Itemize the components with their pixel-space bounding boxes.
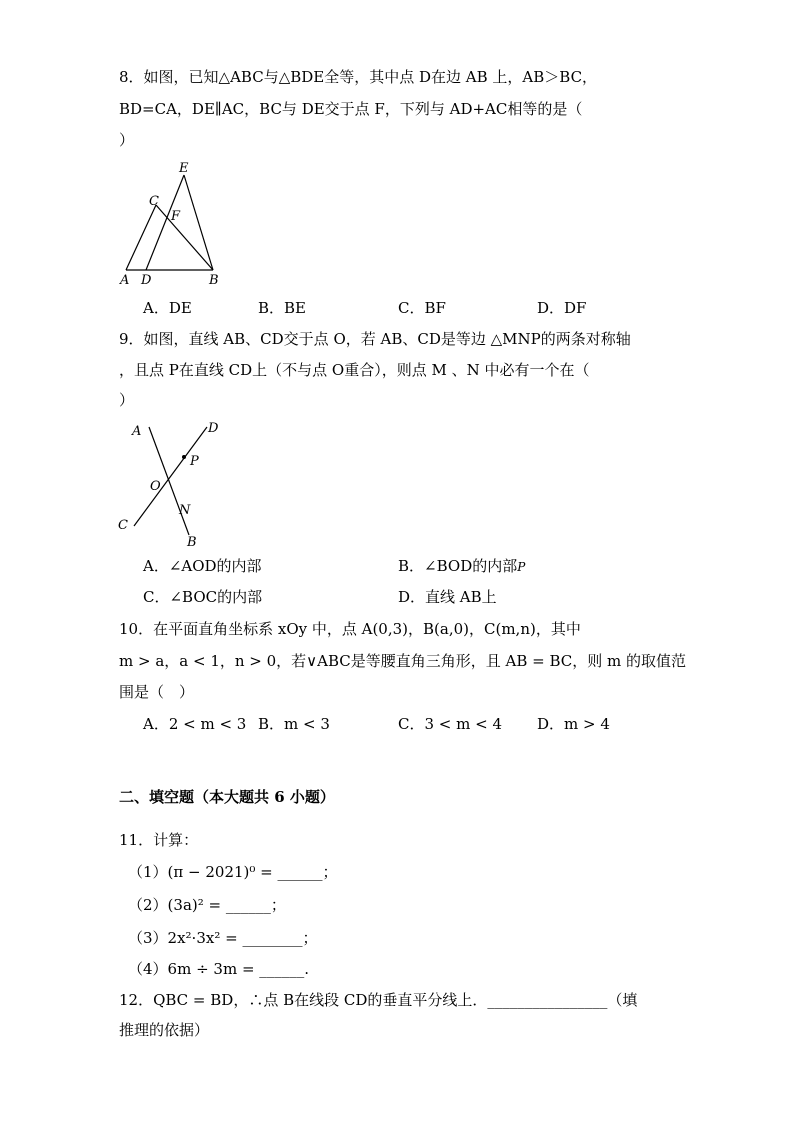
q11-item-4[interactable]: （4）6m ÷ 3m = ______.: [128, 960, 310, 978]
q9-option-b[interactable]: [398, 555, 525, 578]
q9-option-c[interactable]: C．∠BOC的内部: [143, 588, 263, 606]
q11-item-1[interactable]: （1）(π − 2021)⁰ = ______；: [128, 863, 338, 881]
q10-option-a[interactable]: A．2 < m < 3: [143, 715, 247, 733]
q9-point-p: [182, 455, 186, 459]
q8-label-c: C: [149, 194, 159, 209]
q11-stem: 11．计算：: [119, 831, 199, 849]
q12-line-1[interactable]: 12．QBC = BD，∴点 B在线段 CD的垂直平分线上．________________（填: [119, 991, 638, 1009]
q10-option-d[interactable]: D．m > 4: [537, 715, 610, 733]
q8-segment-ac: [126, 205, 156, 270]
q8-label-b: B: [209, 273, 219, 288]
q8-line-2: BD=CA，DE∥AC，BC与 DE交于点 F，下列与 AD+AC相等的是（: [119, 100, 583, 118]
q8-option-d[interactable]: D．DF: [537, 299, 587, 317]
q8-label-d: D: [141, 273, 152, 288]
q9-option-d[interactable]: D．直线 AB上: [398, 588, 497, 606]
q9-line-2: ，且点 P在直线 CD上（不与点 O重合），则点 M 、N 中必有一个在（: [119, 361, 590, 379]
q9-line-1: 9．如图，直线 AB、CD交于点 O，若 AB、CD是等边 △MNP的两条对称轴: [119, 330, 631, 348]
q8-option-b[interactable]: B．BE: [258, 299, 306, 317]
q8-option-c[interactable]: C．BF: [398, 299, 446, 317]
q9-option-b-suffix: P: [517, 560, 526, 574]
q10-line-2: m > a，a < 1，n > 0，若∨ABC是等腰直角三角形，且 AB = BC，则 m 的取值范: [119, 652, 687, 670]
q11-item-3[interactable]: （3）2x²·3x² = ________；: [128, 929, 318, 947]
q12-line-2: 推理的依据）: [119, 1021, 210, 1039]
q10-line-1: 10．在平面直角坐标系 xOy 中，点 A(0,3)，B(a,0)，C(m,n)，其中: [119, 620, 581, 638]
q10-option-c[interactable]: C．3 < m < 4: [398, 715, 502, 733]
q8-label-f: F: [171, 209, 181, 224]
q9-option-b-text: B．∠BOD的内部: [398, 557, 518, 575]
q10-option-b[interactable]: B．m < 3: [258, 715, 330, 733]
q9-line-3: ）: [119, 391, 135, 409]
q11-item-2[interactable]: （2）(3a)² = ______；: [128, 896, 286, 914]
q9-label-o: O: [150, 479, 161, 494]
q8-segment-eb: [184, 175, 213, 270]
q8-line-3: ）: [119, 131, 135, 149]
q9-label-c: C: [118, 518, 128, 533]
section-2-heading: 二、填空题（本大题共 6 小题）: [119, 788, 335, 806]
q8-line-1: 8．如图，已知△ABC与△BDE全等，其中点 D在边 AB 上，AB＞BC，: [119, 68, 598, 86]
q9-label-a: A: [132, 424, 142, 439]
q8-segment-cb: [156, 205, 213, 270]
q9-label-n: N: [179, 503, 191, 518]
q9-line-cd: [134, 427, 207, 526]
q8-figure: [112, 155, 232, 290]
q8-option-a[interactable]: A．DE: [143, 299, 192, 317]
q8-label-e: E: [179, 161, 189, 176]
q9-figure: [112, 415, 232, 553]
q9-label-b: B: [187, 535, 197, 550]
q9-label-p: P: [190, 454, 199, 469]
q9-label-d: D: [208, 421, 219, 436]
q10-line-3: 围是（ ）: [119, 683, 195, 701]
q9-option-a[interactable]: A．∠AOD的内部: [143, 557, 262, 575]
q8-label-a: A: [120, 273, 130, 288]
